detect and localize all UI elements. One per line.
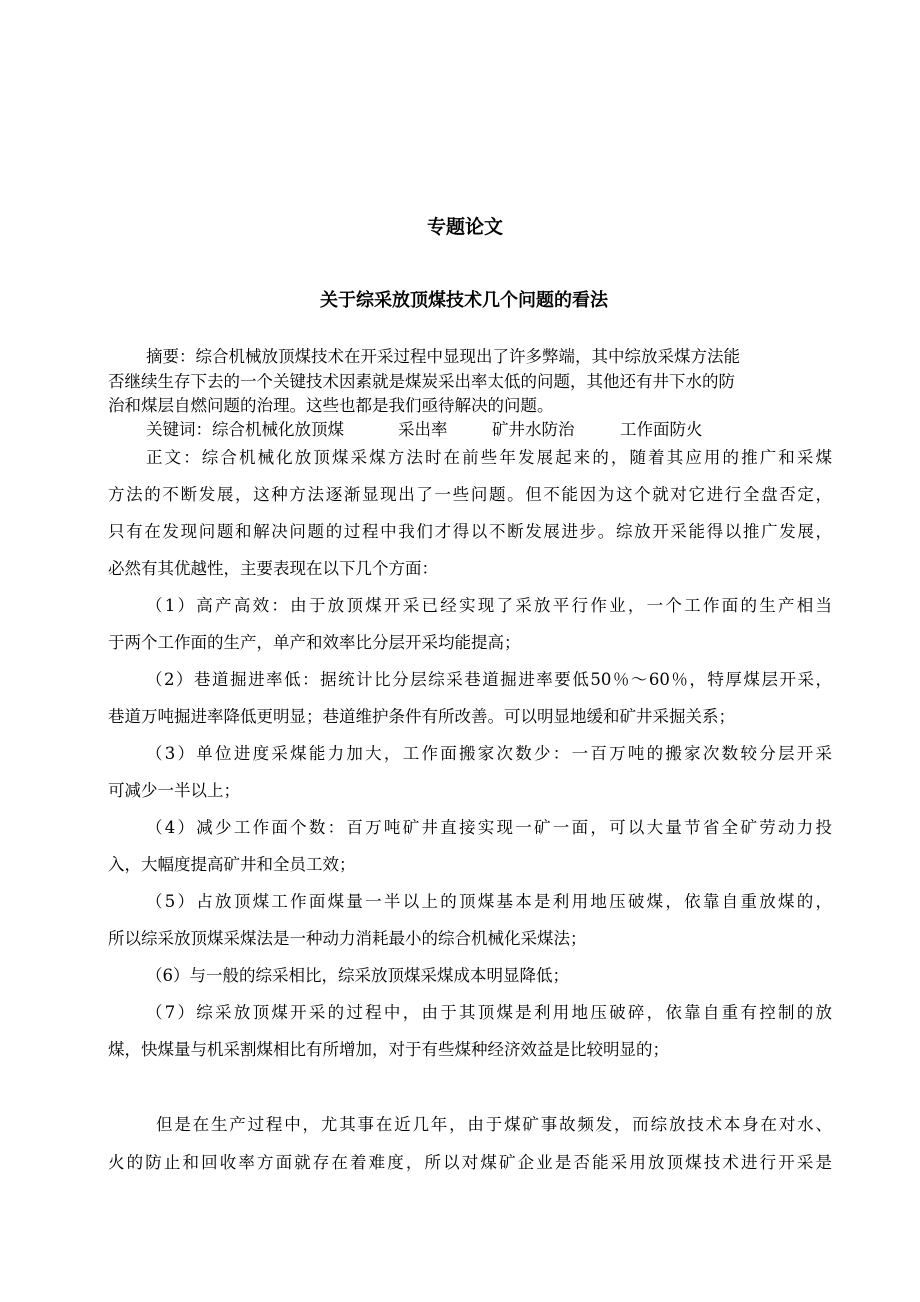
document-type-heading: 专题论文 (426, 216, 503, 238)
body-line: 但是在生产过程中，尤其事在近几年，由于煤矿事故频发，而综放技术本身在对水、 (156, 1115, 832, 1134)
keywords-label: 关键词：综合机械化放顶煤 (146, 420, 344, 439)
list-item-line: （2）巷道掘进率低：据统计比分层综采巷道掘进率要低50％～60％，特厚煤层开采， (146, 670, 832, 689)
list-item-line: 入，大幅度提高矿井和全员工效； (108, 855, 356, 874)
list-item-line: （1）高产高效：由于放顶煤开采已经实现了采放平行作业，一个工作面的生产相当 (146, 596, 832, 615)
list-item-line: 所以综采放顶煤采煤法是一种动力消耗最小的综合机械化采煤法； (108, 929, 587, 948)
body-line: 必然有其优越性，主要表现在以下几个方面： (108, 559, 438, 578)
abstract-line: 摘要：综合机械放顶煤技术在开采过程中显现出了许多弊端，其中综放采煤方法能 (146, 347, 740, 366)
list-item-line: （3）单位进度采煤能力加大，工作面搬家次数少：一百万吨的搬家次数较分层开采 (146, 744, 832, 763)
body-line: 正文：综合机械化放顶煤采煤方法时在前些年发展起来的，随着其应用的推广和采煤 (146, 448, 832, 467)
list-item-line: 可减少一半以上； (108, 781, 240, 800)
list-item-line: 巷道万吨掘进率降低更明显；巷道维护条件有所改善。可以明显地缓和矿井采掘关系； (108, 707, 735, 726)
keyword-item: 采出率 (398, 420, 448, 439)
list-item-line: （6）与一般的综采相比，综采放顶煤采煤成本明显降低； (146, 966, 569, 985)
keyword-item: 矿井水防治 (492, 420, 575, 439)
list-item-line: （4）减少工作面个数：百万吨矿井直接实现一矿一面，可以大量节省全矿劳动力投 (146, 818, 832, 837)
list-item-line: 于两个工作面的生产，单产和效率比分层开采均能提高； (108, 633, 521, 652)
body-line: 方法的不断发展，这种方法逐渐显现出了一些问题。但不能因为这个就对它进行全盘否定， (108, 485, 832, 504)
list-item-line: 煤，快煤量与机采割煤相比有所增加，对于有些煤种经济效益是比较明显的； (108, 1040, 669, 1059)
list-item-line: （7）综采放顶煤开采的过程中，由于其顶煤是利用地压破碎，依靠自重有控制的放 (146, 1003, 832, 1022)
abstract-line: 否继续生存下去的一个关键技术因素就是煤炭采出率太低的问题，其他还有井下水的防 (108, 372, 735, 391)
body-line: 只有在发现问题和解决问题的过程中我们才得以不断发展进步。综放开采能得以推广发展， (108, 522, 832, 541)
body-line: 火的防止和回收率方面就存在着难度，所以对煤矿企业是否能采用放顶煤技术进行开采是 (108, 1153, 832, 1172)
list-item-line: （5）占放顶煤工作面煤量一半以上的顶煤基本是利用地压破煤，依靠自重放煤的， (146, 892, 832, 911)
paper-title: 关于综采放顶煤技术几个问题的看法 (320, 290, 608, 311)
abstract-line: 治和煤层自燃问题的治理。这些也都是我们亟待解决的问题。 (108, 396, 554, 415)
keyword-item: 工作面防火 (620, 420, 703, 439)
